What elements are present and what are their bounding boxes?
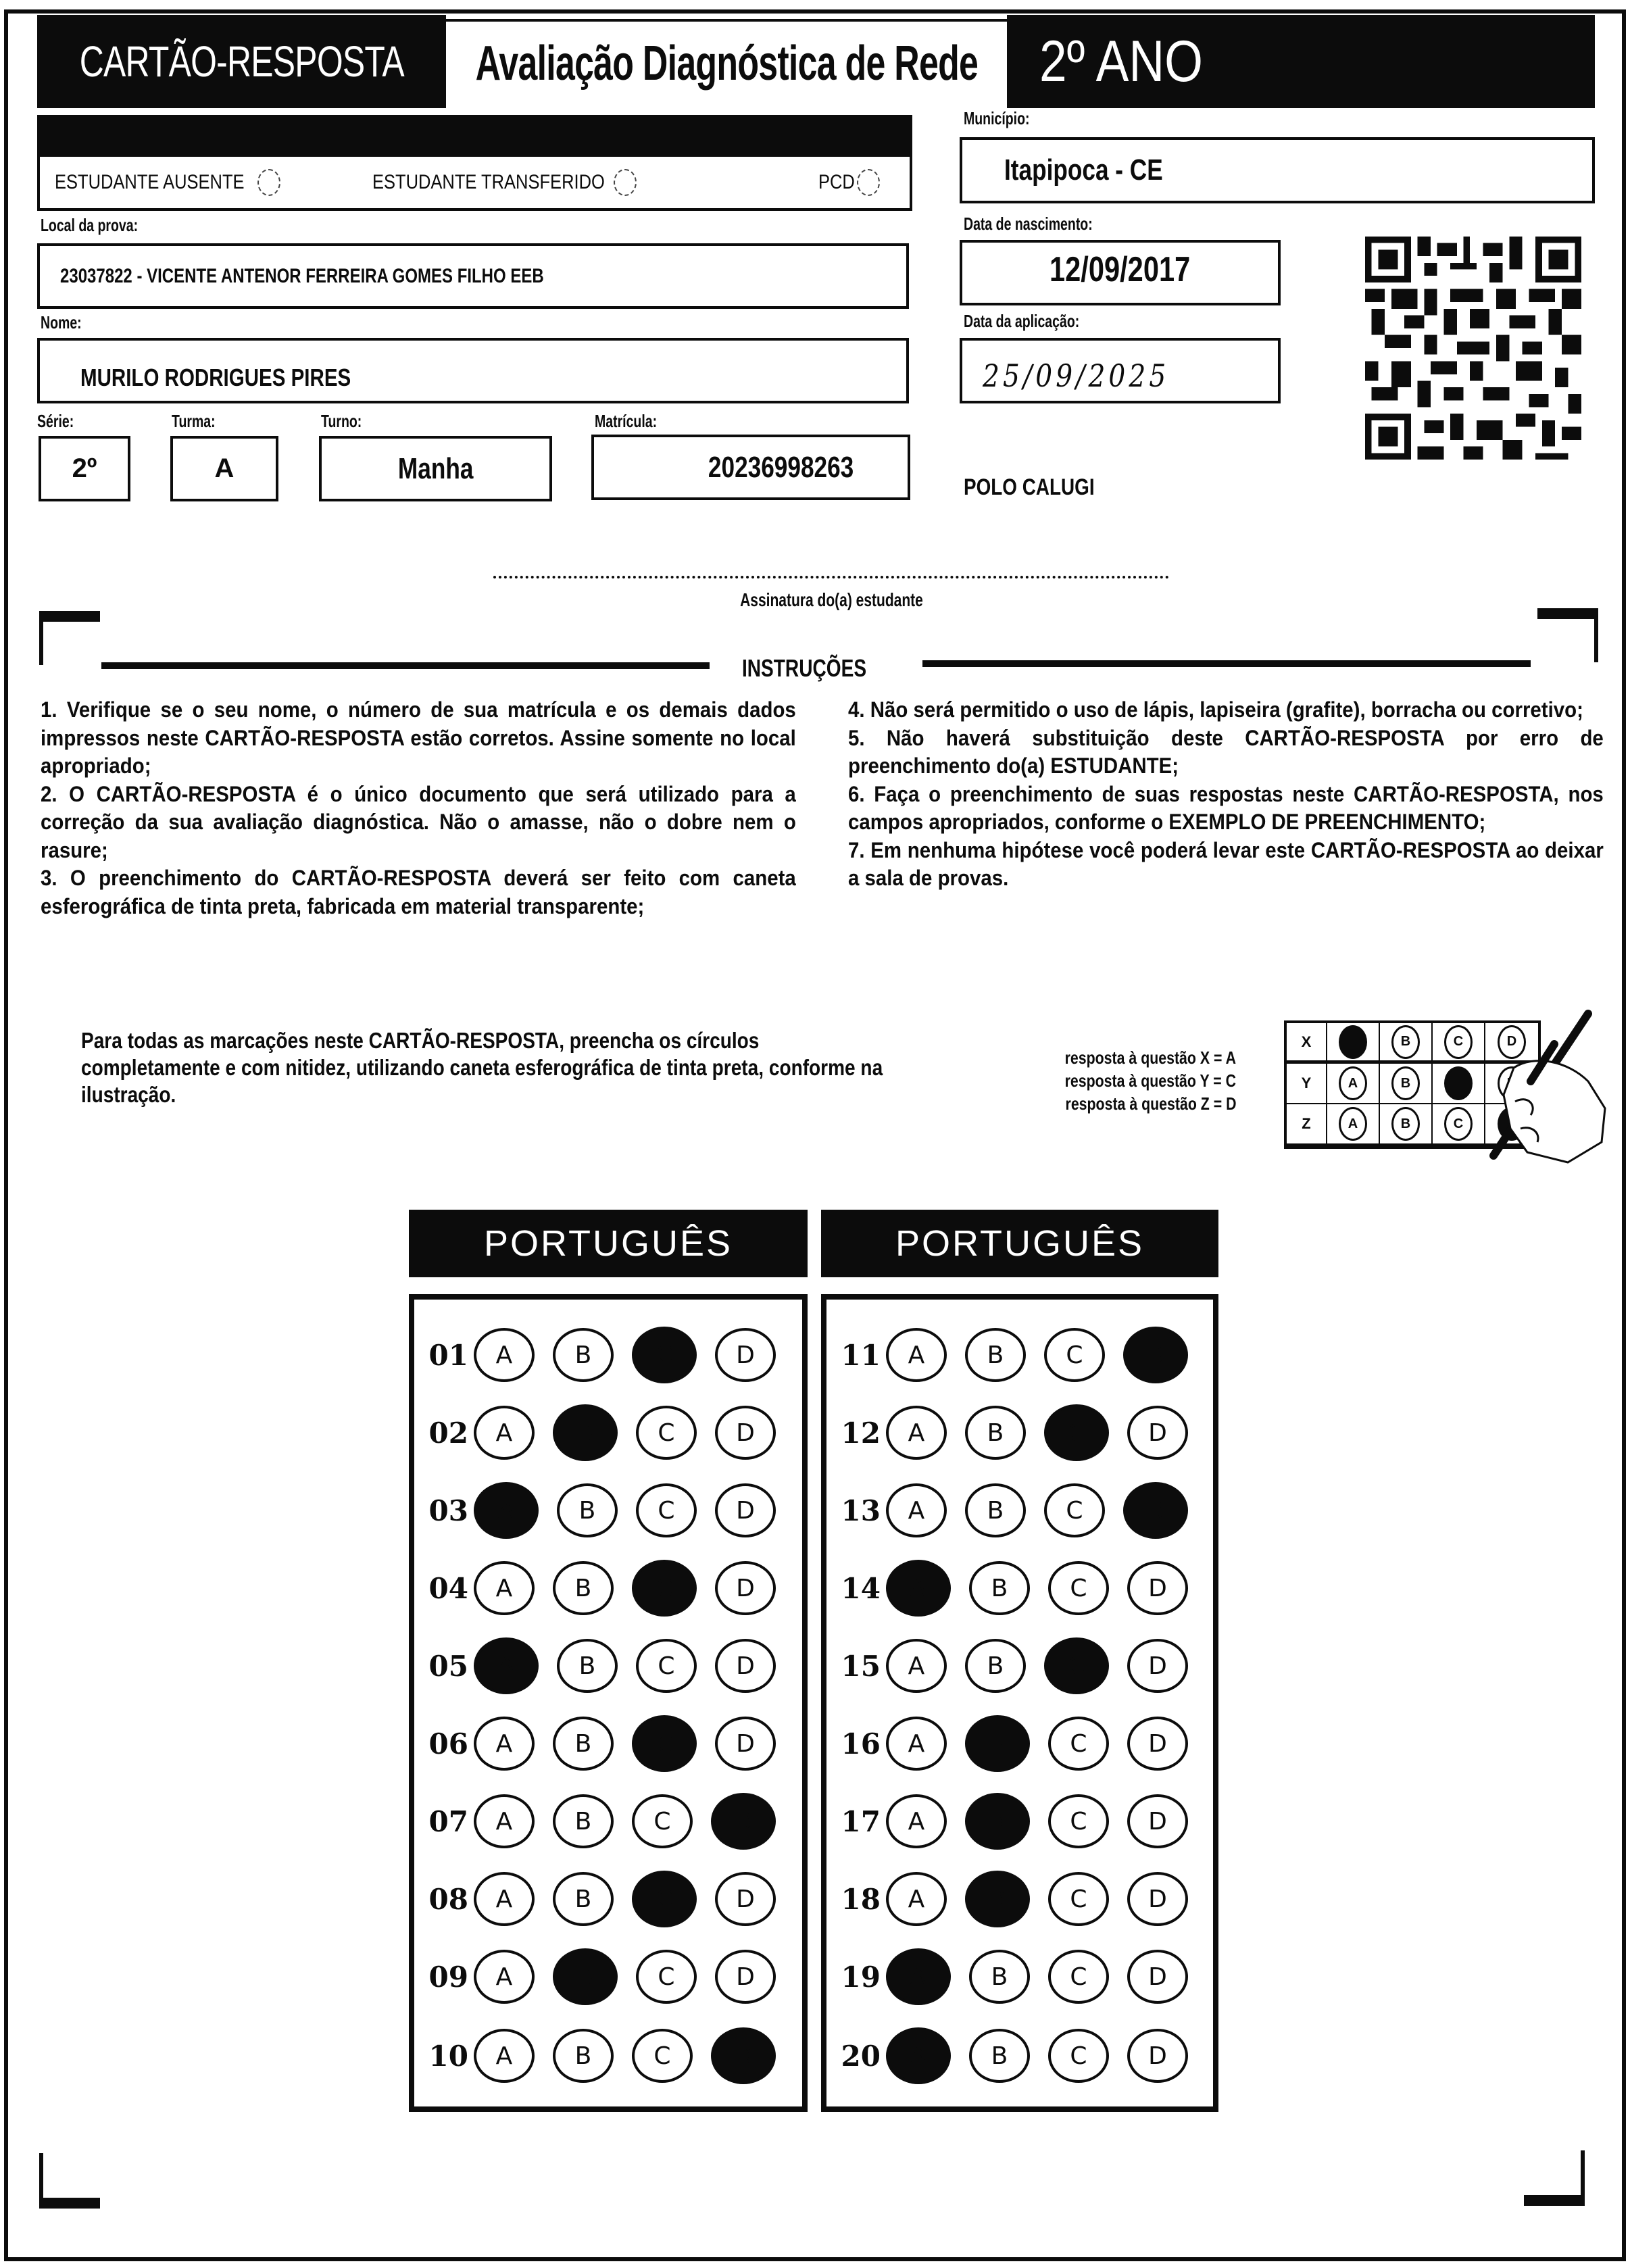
turma-field xyxy=(170,436,278,501)
local-field xyxy=(37,243,909,309)
answer-bubble-d[interactable]: D xyxy=(711,1793,776,1850)
example-legend-item: resposta à questão X = A xyxy=(1064,1047,1237,1068)
corner-marker-top-left xyxy=(39,611,100,665)
name-label: Nome: xyxy=(41,312,82,332)
example-legend-item: resposta à questão Y = C xyxy=(1064,1070,1237,1091)
instructions-title: INSTRUÇÕES xyxy=(741,654,867,682)
example-cell xyxy=(1380,1023,1433,1064)
answer-bubble-c[interactable]: C xyxy=(632,1560,697,1617)
answer-bubble-c[interactable]: C xyxy=(632,1871,697,1927)
status-transferred-bubble[interactable] xyxy=(614,169,637,196)
question-row xyxy=(414,1788,802,1855)
answer-bubble-b[interactable]: B xyxy=(969,2029,1030,2083)
instructions-left xyxy=(41,696,797,920)
status-strip xyxy=(40,118,910,157)
nascimento-field xyxy=(960,240,1281,305)
status-absent[interactable] xyxy=(55,169,372,196)
question-row xyxy=(826,1865,1213,1933)
answer-bubble-a[interactable]: A xyxy=(886,1872,947,1926)
answer-bubble-b[interactable]: B xyxy=(553,2029,614,2083)
turno-label: Turno: xyxy=(321,411,362,431)
question-number: 08 xyxy=(428,1882,468,1916)
answer-bubble-a[interactable]: A xyxy=(474,1482,539,1539)
answer-bubble-b[interactable]: B xyxy=(553,1872,614,1926)
question-number: 20 xyxy=(841,2039,881,2073)
hand-pen-icon xyxy=(1473,993,1608,1169)
turno-value: Manha xyxy=(397,451,474,485)
card-label-text: CARTÃO-RESPOSTA xyxy=(79,37,404,86)
question-number: 02 xyxy=(428,1416,468,1450)
answer-bubble-c[interactable]: C xyxy=(636,1950,697,2004)
question-number: 16 xyxy=(841,1727,881,1760)
local-label: Local da prova: xyxy=(41,215,139,235)
signature-label: Assinatura do(a) estudante xyxy=(739,589,923,610)
answer-bubble-c[interactable]: C xyxy=(632,1327,697,1383)
serie-field xyxy=(39,436,130,501)
answer-bubble-b[interactable]: B xyxy=(553,1948,618,2005)
answer-bubble-d[interactable]: D xyxy=(715,1950,776,2004)
question-row xyxy=(826,1399,1213,1466)
status-transferred[interactable] xyxy=(372,169,818,196)
question-row xyxy=(414,1399,802,1466)
answer-bubble-d[interactable]: D xyxy=(715,1872,776,1926)
question-row xyxy=(826,1477,1213,1544)
answer-bubble-d[interactable]: D xyxy=(715,1406,776,1460)
answer-bubble-a[interactable]: A xyxy=(474,1950,535,2004)
answer-bubble-a[interactable]: A xyxy=(474,1561,535,1615)
answer-bubble-d[interactable]: D xyxy=(1127,1794,1188,1848)
example-bubble-c xyxy=(1444,1066,1473,1100)
answer-bubble-c[interactable]: C xyxy=(1048,1717,1109,1771)
exam-title-text: Avaliação Diagnóstica de Rede xyxy=(475,36,978,91)
example-row-label: X xyxy=(1287,1023,1327,1064)
answer-bubble-d[interactable]: D xyxy=(711,2027,776,2084)
answer-bubble-b[interactable]: B xyxy=(553,1794,614,1848)
answer-bubble-c[interactable]: C xyxy=(632,1794,693,1848)
answer-bubble-b[interactable]: B xyxy=(965,1406,1026,1460)
example-row-label: Z xyxy=(1287,1104,1327,1145)
subject-header-1: PORTUGUÊS xyxy=(409,1210,808,1277)
example-legend xyxy=(1027,1046,1236,1115)
answer-bubble-d[interactable]: D xyxy=(715,1561,776,1615)
question-row xyxy=(414,1943,802,2011)
aplicacao-field[interactable] xyxy=(960,338,1281,403)
example-bubble-b: B xyxy=(1391,1107,1420,1141)
instructions-right xyxy=(848,696,1605,893)
answer-bubble-c[interactable]: C xyxy=(636,1483,697,1537)
answer-bubble-a[interactable]: A xyxy=(886,1328,947,1382)
question-number: 19 xyxy=(841,1960,881,1994)
question-row xyxy=(414,1477,802,1544)
example-bubble-a: A xyxy=(1339,1107,1367,1141)
answer-bubble-d[interactable]: D xyxy=(715,1639,776,1693)
instruction-item: 3. O preenchimento do CARTÃO-RESPOSTA deverá ser feito com caneta esferográfica de tinta preta, fabricada em material transparente; xyxy=(41,866,796,918)
question-row xyxy=(414,2022,802,2090)
matricula-field xyxy=(591,435,910,500)
question-number: 09 xyxy=(428,1960,468,1994)
answer-bubble-b[interactable]: B xyxy=(969,1561,1030,1615)
grade-text: 2º ANO xyxy=(1039,28,1204,94)
answer-bubble-d[interactable]: D xyxy=(1127,2029,1188,2083)
answer-bubble-c[interactable]: C xyxy=(1048,1794,1109,1848)
matricula-value: 20236998263 xyxy=(708,450,854,484)
answer-grid-2 xyxy=(821,1294,1218,2112)
question-number: 12 xyxy=(841,1416,881,1450)
question-number: 03 xyxy=(428,1494,468,1527)
instructions-rule-left xyxy=(101,662,710,669)
status-pcd[interactable] xyxy=(818,169,880,196)
answer-grid-1 xyxy=(409,1294,808,2112)
answer-bubble-b[interactable]: B xyxy=(553,1328,614,1382)
status-transferred-label: ESTUDANTE TRANSFERIDO xyxy=(372,171,605,193)
answer-bubble-c[interactable]: C xyxy=(1048,1950,1109,2004)
answer-bubble-d[interactable]: D xyxy=(715,1483,776,1537)
signature-line[interactable] xyxy=(493,576,1169,578)
example-legend-item: resposta à questão Z = D xyxy=(1065,1093,1237,1114)
answer-bubble-a[interactable]: A xyxy=(474,1637,539,1694)
status-options xyxy=(40,157,910,208)
answer-bubble-b[interactable]: B xyxy=(553,1404,618,1461)
answer-bubble-c[interactable]: C xyxy=(1044,1328,1105,1382)
answer-bubble-a[interactable]: A xyxy=(886,1794,947,1848)
answer-bubble-b[interactable]: B xyxy=(557,1483,618,1537)
answer-bubble-d[interactable]: D xyxy=(715,1328,776,1382)
answer-bubble-b[interactable]: B xyxy=(557,1639,618,1693)
question-number: 13 xyxy=(841,1494,881,1527)
example-bubble-b: B xyxy=(1391,1025,1420,1059)
card-label xyxy=(37,15,446,108)
fill-instructions: Para todas as marcações neste CARTÃO-RESPOSTA, preencha os círculos completamente e com nitidez, utilizando caneta esferográfica de tinta preta, conforme na ilustração. xyxy=(81,1028,883,1107)
answer-bubble-b[interactable]: B xyxy=(553,1717,614,1771)
question-row xyxy=(414,1865,802,1933)
question-row xyxy=(826,1632,1213,1700)
name-field xyxy=(37,338,909,403)
municipio-value: Itapipoca - CE xyxy=(1004,153,1163,187)
question-row xyxy=(414,1632,802,1700)
municipio-label: Município: xyxy=(964,108,1030,128)
answer-bubble-a[interactable]: A xyxy=(474,1328,535,1382)
answer-bubble-d[interactable]: D xyxy=(1127,1872,1188,1926)
matricula-label: Matrícula: xyxy=(595,411,658,431)
status-pcd-bubble[interactable] xyxy=(857,169,880,196)
turma-label: Turma: xyxy=(172,411,216,431)
question-row xyxy=(826,2022,1213,2090)
turno-field xyxy=(319,436,552,501)
local-value: 23037822 - VICENTE ANTENOR FERREIRA GOMES FILHO EEB xyxy=(60,264,544,287)
exam-title xyxy=(446,19,1007,105)
answer-bubble-b[interactable]: B xyxy=(965,1328,1026,1382)
answer-bubble-a[interactable]: A xyxy=(886,1483,947,1537)
polo-label: POLO CALUGI xyxy=(964,474,1095,500)
status-absent-label: ESTUDANTE AUSENTE xyxy=(55,171,245,193)
question-row xyxy=(414,1710,802,1777)
instruction-item: 1. Verifique se o seu nome, o número de sua matrícula e os demais dados impressos neste CARTÃO-RESPOSTA estão corretos. Assine somente no local apropriado; xyxy=(41,697,796,778)
nascimento-value: 12/09/2017 xyxy=(1049,249,1191,289)
instructions-rule-right xyxy=(922,660,1531,667)
nascimento-label: Data de nascimento: xyxy=(964,214,1093,234)
answer-bubble-b[interactable]: B xyxy=(965,1639,1026,1693)
question-row xyxy=(826,1943,1213,2011)
question-number: 10 xyxy=(428,2039,468,2073)
question-number: 06 xyxy=(428,1727,468,1760)
corner-marker-bottom-right xyxy=(1524,2150,1585,2206)
example-cell xyxy=(1327,1023,1380,1064)
answer-bubble-b[interactable]: B xyxy=(965,1715,1030,1772)
question-row xyxy=(826,1788,1213,1855)
subject-header-2: PORTUGUÊS xyxy=(821,1210,1218,1277)
instruction-item: 5. Não haverá substituição deste CARTÃO-RESPOSTA por erro de preenchimento do(a) ESTUDANTE; xyxy=(848,725,1604,778)
answer-bubble-c[interactable]: C xyxy=(1044,1637,1109,1694)
status-pcd-label: PCD xyxy=(818,171,855,193)
answer-bubble-d[interactable]: D xyxy=(1123,1482,1188,1539)
answer-bubble-a[interactable]: A xyxy=(474,1872,535,1926)
instruction-item: 7. Em nenhuma hipótese você poderá levar este CARTÃO-RESPOSTA ao deixar a sala de provas. xyxy=(848,837,1604,890)
question-number: 05 xyxy=(428,1649,468,1683)
instruction-item: 2. O CARTÃO-RESPOSTA é o único documento que será utilizado para a correção da sua avaliação diagnóstica. Não o amasse, não o dobre nem o rasure; xyxy=(41,781,796,862)
answer-bubble-a[interactable]: A xyxy=(886,1639,947,1693)
answer-bubble-c[interactable]: C xyxy=(632,2029,693,2083)
corner-marker-top-right xyxy=(1537,608,1598,662)
question-number: 18 xyxy=(841,1882,881,1916)
question-number: 07 xyxy=(428,1804,468,1838)
answer-bubble-c[interactable]: C xyxy=(1048,1561,1109,1615)
question-number: 15 xyxy=(841,1649,881,1683)
answer-bubble-a[interactable]: A xyxy=(886,1560,951,1617)
answer-bubble-c[interactable]: C xyxy=(1048,2029,1109,2083)
example-cell xyxy=(1327,1104,1380,1145)
question-row xyxy=(826,1321,1213,1389)
grade-banner xyxy=(1007,15,1595,108)
answer-bubble-d[interactable]: D xyxy=(1127,1406,1188,1460)
answer-bubble-a[interactable]: A xyxy=(886,1717,947,1771)
example-bubble-d: D xyxy=(1498,1025,1526,1059)
answer-bubble-a[interactable]: A xyxy=(474,1406,535,1460)
question-row xyxy=(414,1321,802,1389)
aplicacao-handwritten-value: 25/09/2025 xyxy=(983,357,1170,394)
serie-label: Série: xyxy=(37,411,74,431)
answer-bubble-b[interactable]: B xyxy=(969,1950,1030,2004)
student-status-box xyxy=(37,115,912,211)
municipio-field xyxy=(960,137,1595,203)
example-bubble-c: C xyxy=(1444,1107,1473,1141)
example-row-label: Y xyxy=(1287,1064,1327,1104)
answer-bubble-c[interactable]: C xyxy=(1044,1483,1105,1537)
question-row xyxy=(826,1554,1213,1622)
qr-code-icon xyxy=(1365,237,1581,460)
aplicacao-label: Data da aplicação: xyxy=(964,311,1080,331)
turma-value: A xyxy=(214,453,234,483)
instruction-item: 4. Não será permitido o uso de lápis, lapiseira (grafite), borracha ou corretivo; xyxy=(848,697,1583,722)
example-bubble-a: A xyxy=(1339,1066,1367,1100)
answer-bubble-a[interactable]: A xyxy=(886,1406,947,1460)
answer-bubble-c[interactable]: C xyxy=(636,1639,697,1693)
example-cell xyxy=(1380,1064,1433,1104)
corner-marker-bottom-left xyxy=(39,2153,100,2209)
question-number: 04 xyxy=(428,1571,468,1605)
answer-bubble-d[interactable]: D xyxy=(1127,1950,1188,2004)
example-cell xyxy=(1380,1104,1433,1145)
question-number: 14 xyxy=(841,1571,881,1605)
example-bubble-a xyxy=(1339,1025,1367,1059)
answer-bubble-d[interactable]: D xyxy=(715,1717,776,1771)
name-value: MURILO RODRIGUES PIRES xyxy=(80,363,351,391)
answer-bubble-a[interactable]: A xyxy=(474,1794,535,1848)
answer-bubble-b[interactable]: B xyxy=(965,1871,1030,1927)
question-row xyxy=(414,1554,802,1622)
example-cell xyxy=(1327,1064,1380,1104)
answer-bubble-a[interactable]: A xyxy=(886,1948,951,2005)
answer-bubble-d[interactable]: D xyxy=(1127,1561,1188,1615)
question-number: 01 xyxy=(428,1338,468,1372)
question-row xyxy=(826,1710,1213,1777)
question-number: 17 xyxy=(841,1804,881,1838)
serie-value: 2º xyxy=(72,453,97,483)
example-bubble-b: B xyxy=(1391,1066,1420,1100)
answer-bubble-d[interactable]: D xyxy=(1127,1639,1188,1693)
answer-bubble-c[interactable]: C xyxy=(1048,1872,1109,1926)
answer-bubble-b[interactable]: B xyxy=(965,1483,1026,1537)
example-bubble-c: C xyxy=(1444,1025,1473,1059)
instruction-item: 6. Faça o preenchimento de suas respostas neste CARTÃO-RESPOSTA, nos campos apropriados, conforme o EXEMPLO DE PREENCHIMENTO; xyxy=(848,781,1604,834)
answer-bubble-b[interactable]: B xyxy=(965,1793,1030,1850)
answer-bubble-b[interactable]: B xyxy=(553,1561,614,1615)
answer-bubble-d[interactable]: D xyxy=(1123,1327,1188,1383)
answer-bubble-a[interactable]: A xyxy=(886,2027,951,2084)
answer-bubble-a[interactable]: A xyxy=(474,2029,535,2083)
answer-bubble-c[interactable]: C xyxy=(632,1715,697,1772)
answer-bubble-c[interactable]: C xyxy=(1044,1404,1109,1461)
question-number: 11 xyxy=(841,1338,881,1372)
answer-bubble-c[interactable]: C xyxy=(636,1406,697,1460)
answer-bubble-d[interactable]: D xyxy=(1127,1717,1188,1771)
status-absent-bubble[interactable] xyxy=(257,169,280,196)
answer-bubble-a[interactable]: A xyxy=(474,1717,535,1771)
